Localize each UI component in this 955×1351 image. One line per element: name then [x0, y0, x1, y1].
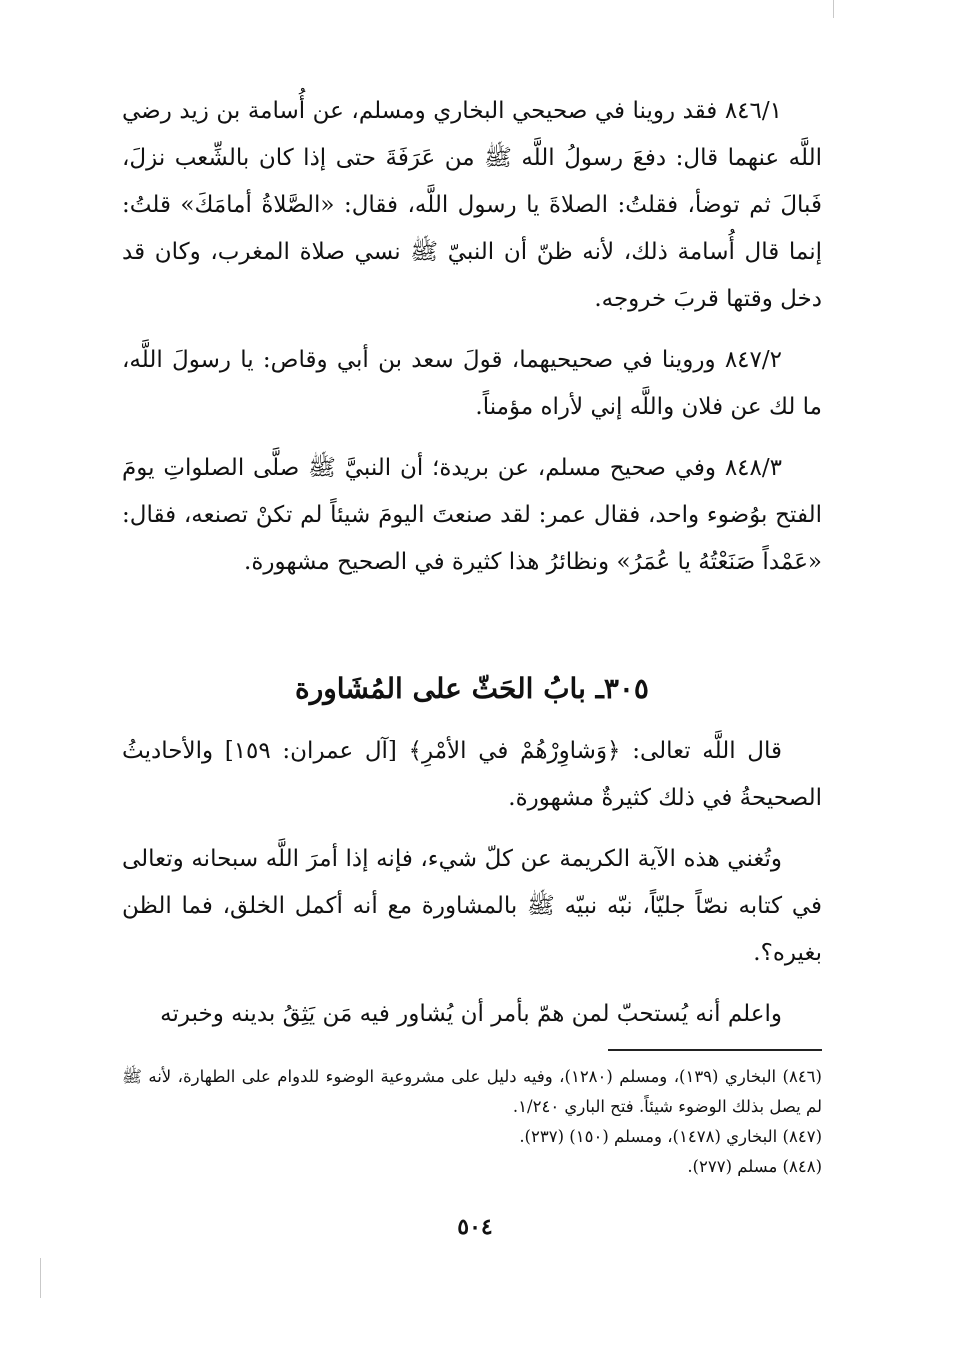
footnotes [122, 1062, 822, 1182]
paragraph-847: ٨٤٧/٢ وروينا في صحيحيهما، قولَ سعد بن أبي وقاص: يا رسولَ اللَّه، ما لك عن فلان واللَّه إني لأراه مؤمناً. [122, 347, 822, 420]
main-text-top [122, 88, 822, 600]
page-number: ٥٠٤ [457, 1214, 493, 1240]
main-text-bottom [122, 728, 822, 1052]
paragraph-commentary: وتُغني هذه الآية الكريمة عن كلّ شيء، فإنه إذا أمرَ اللَّه سبحانه وتعالى في كتابه نصّاً جليّاً، نبّه نبيّه ﷺ بالمشاورة مع أنه أكمل الخلق، فما الظن بغيره؟. [122, 846, 822, 966]
footnote-divider [608, 1049, 822, 1051]
scan-edge-mark [833, 0, 834, 18]
footnote-847: (٨٤٧) البخاري (١٤٧٨)، ومسلم (١٥٠) (٢٣٧). [519, 1127, 822, 1146]
paragraph-advice: واعلم أنه يُستحبّ لمن همّ بأمر أن يُشاور فيه مَن يَثِقُ بدينه وخبرته [160, 1001, 782, 1027]
paragraph-quran-verse: قال اللَّه تعالى: ﴿وَشاوِرْهُمْ في الأمْرِ﴾ [آل عمران: ١٥٩] والأحاديثُ الصحيحةُ في ذلك كثيرةٌ مشهورة. [122, 738, 822, 811]
footnote-846: (٨٤٦) البخاري (١٣٩)، ومسلم (١٢٨٠)، وفيه دليل على مشروعية الوضوء للدوام على الطهارة، لأنه ﷺ لم يصل بذلك الوضوء شيئاً. فتح الباري ١/٢٤٠. [122, 1067, 822, 1116]
scan-edge-mark [40, 1258, 41, 1298]
paragraph-848: ٨٤٨/٣ وفي صحيح مسلم، عن بريدة؛ أن النبيَّ ﷺ صلَّى الصلواتِ يومَ الفتح بوُضوء واحد، فقال عمر: لقد صنعتَ اليومَ شيئاً لم تكنْ تصنعه، فقال: «عَمْداً صَنَعْتُهُ يا عُمَرُ» ونظائرُ هذا كثيرة في الصحيح مشهورة. [122, 455, 822, 575]
footnote-848: (٨٤٨) مسلم (٢٧٧). [687, 1157, 822, 1176]
paragraph-846: ٨٤٦/١ فقد روينا في صحيحي البخاري ومسلم، عن أُسامة بن زيد رضي اللَّه عنهما قال: دفعَ رسولُ اللَّه ﷺ من عَرَفَةَ حتى إذا كان بالشِّعب نزلَ، فَبالَ ثم توضأ، فقلتُ: الصلاةَ يا رسول اللَّه، فقال: «الصَّلاةُ أمامَكَ» قلتُ: إنما قال أُسامة ذلك، لأنه ظنّ أن النبيّ ﷺ نسي صلاة المغرب، وكان قد دخل وقتها قربَ خروجه. [122, 98, 822, 312]
chapter-heading: ٣٠٥ـ بابُ الحَثّ على المُشَاورة [295, 672, 649, 705]
